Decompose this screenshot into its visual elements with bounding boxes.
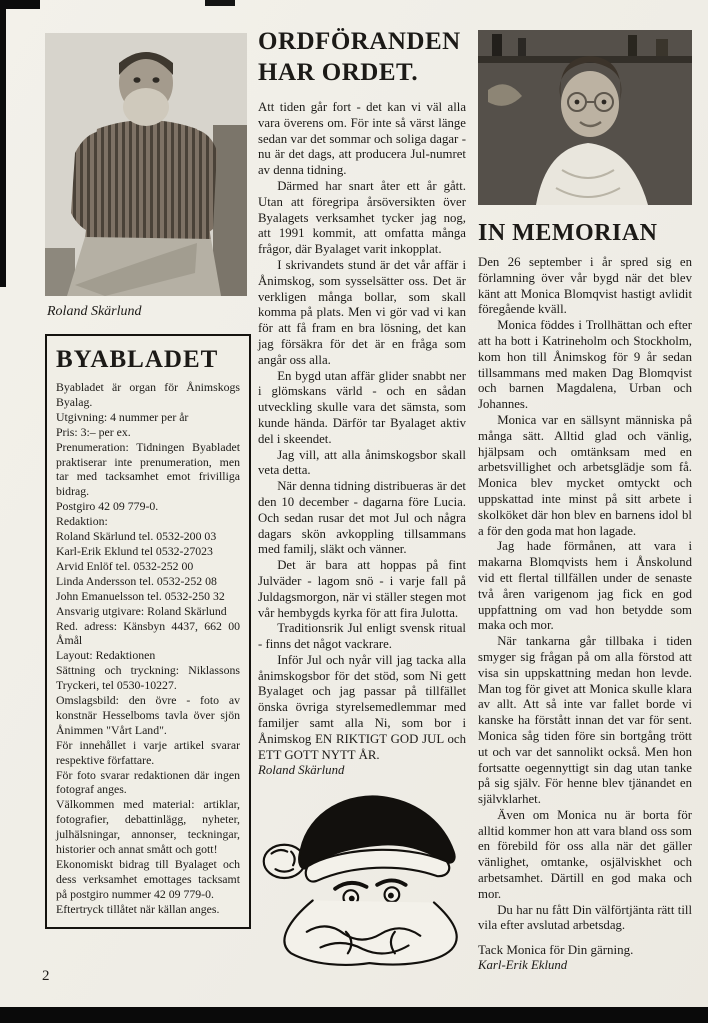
memorial-body: [478, 255, 692, 974]
infobox-line: Redaktion:: [56, 514, 108, 529]
santa-illustration: [252, 785, 477, 971]
article-paragraph: Jag hade förmånen, att vara i makarna Blomqvists hem i Ånskolund vid ett flertal tillfällen under de senaste två åren varigenom jag fick en god uppfattning om vad hon betydde som maka och mor.: [478, 539, 692, 633]
article-paragraph: Att tiden går fort - det kan vi väl alla vara överens om. För inte så värst länge sedan var det sommar och soliga dagar - nu är det dags, att producera Jul-numret av denna tidning.: [258, 100, 466, 178]
infobox-line: Välkommen med material: artiklar, fotografier, debattinlägg, nyheter, julhälsningar, annonser, teckningar, historier och annat smått och gott!: [56, 797, 240, 857]
infobox-line: Byabladet är organ för Ånimskogs Byalag.: [56, 380, 240, 409]
article-paragraph: Även om Monica nu är borta för alltid kommer hon att vara bland oss som en förebild för oss alla när det gäller vänlighet, omtanke, osjälviskhet och arbetsamhet. Därtill en god maka och mor.: [478, 807, 692, 901]
infobox-line: Arvid Enlöf tel. 0532-252 00: [56, 558, 194, 573]
infobox-line: Ekonomiskt bidrag till Byalaget och dess verksamhet emottages tacksamt på postgiro nummer 42 09 779-0.: [56, 857, 240, 901]
infobox-title: BYABLADET: [56, 346, 219, 373]
article-paragraph: En bygd utan affär glider snabbt ner i glömskans värld - och en sådan utveckling skulle vara det sämsta, som kunde hända. Därför tar Byalaget aktiv del i skeendet.: [258, 368, 466, 446]
infobox-line: John Emanuelsson tel. 0532-250 32: [56, 588, 225, 603]
page-number: 2: [42, 968, 50, 984]
article-title-line1: ORDFÖRANDEN: [258, 28, 461, 55]
byabladet-infobox: [45, 334, 251, 929]
article-paragraph: Monica föddes i Trollhättan och efter att ha bott i Katrineholm och Stockholm, kom hon till Ånimskog för 9 år sedan tillsammans med maken Dag Blomqvist och barnen Magdalena, Urban och Johannes.: [478, 318, 692, 412]
memorial-closing: Tack Monica för Din gärning.: [478, 942, 634, 958]
memorial-article: [478, 30, 692, 974]
article-paragraph: Monica var en sällsynt människa på många sätt. Alltid glad och vänlig, hjälpsam och omtänksam med en arbetsvillighet och arbetsglädje som få. Monica blev mycket omtyckt och uppskattad inte minst på sitt arbete i skolköket där hon blev en barnens idol bl a för den goda mat hon lagade.: [478, 412, 692, 538]
article-paragraph: Den 26 september i år spred sig en förlamning över vår bygd när det blev känt att Monica Blomqvist hastigt avlidit föregående kväll.: [478, 255, 692, 317]
infobox-line: Red. adress: Känsbyn 4437, 662 00 Åmål: [56, 618, 240, 648]
infobox-line: För foto svarar redaktionen där ingen fotograf anges.: [56, 767, 240, 797]
left-column: [45, 33, 251, 929]
scan-edge-artifact-bottom: [0, 1007, 708, 1023]
article-title-line2: HAR ORDET.: [258, 59, 419, 86]
infobox-line: För innehållet i varje artikel svarar respektive författare.: [56, 737, 240, 767]
chairman-article: [258, 26, 466, 971]
memorial-title: IN MEMORIAN: [478, 220, 658, 246]
infobox-line: Pris: 3:– per ex.: [56, 424, 131, 439]
article-paragraph: Det är bara att hoppas på fint Julväder - lagom snö - i varje fall på Juldagsmorgon, när vi ställer stegen mot vår hembygds kyrka för att fira Julotta.: [258, 558, 466, 620]
infobox-line: Utgivning: 4 nummer per år: [56, 409, 189, 424]
article-paragraph: Traditionsrik Jul enligt svensk ritual - finns det något vackrare.: [258, 621, 466, 652]
infobox-line: Karl-Erik Eklund tel 0532-27023: [56, 543, 213, 558]
infobox-line: Sättning och tryckning: Niklassons Tryckeri, tel 0530-10227.: [56, 663, 240, 693]
infobox-line: Eftertryck tillåtet när källan anges.: [56, 901, 220, 916]
scan-edge-artifact-left: [0, 0, 6, 287]
infobox-line: Postgiro 42 09 779-0.: [56, 499, 159, 514]
article-paragraph: Du har nu fått Din välförtjänta rätt till vila efter avslutad arbetsdag.: [478, 902, 692, 933]
article-body: [258, 100, 466, 779]
scan-edge-artifact-top-2: [205, 0, 235, 6]
memorial-signature: Karl-Erik Eklund: [478, 958, 568, 973]
scan-edge-artifact-top: [0, 0, 40, 9]
article-paragraph: Därmed har snart åter ett år gått. Utan att föregripa årsöversikten över Byalagets verksamhet tycker jag nog, att 1991 kommit, att omfatta många frågor, där Byalaget varit inkopplat.: [258, 178, 466, 257]
article-paragraph: När tankarna går tillbaka i tiden smyger sig frågan på om alla förstod att visa sin uppskattning medan hon levde. Man tog för givet att Monica skulle klara av allt. Att så inte var fallet borde vi kanske ha förstått innan det var för sent. Monica såg tiden före sin bortgång trött ut och var det sannolikt också. Men hon fortsatte oegennyttigt sin dag utan tanke på sig själv. För henne blev tjänandet en självklarhet.: [478, 634, 692, 807]
photo-caption: Roland Skärlund: [47, 304, 142, 319]
infobox-line: Prenumeration: Tidningen Byabladet praktiserar inte prenumeration, men tar med tacksamhet emot frivilliga bidrag.: [56, 439, 240, 499]
monica-blomqvist-photo: [478, 30, 692, 205]
roland-skarlund-photo: [45, 33, 251, 296]
article-paragraph: När denna tidning distribueras är det den 10 december - dagarna före Lucia. Och sedan rusar det mot Jul och några dagars skön avkoppling tillsammans med familj, släkt och vänner.: [258, 479, 466, 557]
article-title: [258, 26, 466, 88]
article-paragraph: Inför Jul och nyår vill jag tacka alla ånimskogsbor för det stöd, som Ni gett Byalaget och jag passar på tillfället önska övriga styrelsemedlemmar med familjer samt alla Ni, som bor i Ånimskog EN RIKTIGT GOD JUL och ETT GOTT NYTT ÅR.: [258, 652, 466, 762]
infobox-line: Layout: Redaktionen: [56, 648, 156, 663]
article-paragraph: Jag vill, att alla ånimskogsbor skall veta detta.: [258, 447, 466, 478]
infobox-line: Omslagsbild: den övre - foto av konstnär Hesselboms tavla över sjön Ånimmen "Vårt Land".: [56, 693, 240, 737]
article-paragraph: I skrivandets stund är det vår affär i Ånimskog, som sysselsätter oss. Det är verkligen många bollar, som skall komma på plats. Men vi gör vad vi kan för att få fram en bra lösning, det kan jag försäkra för det är en fråga som angår oss alla.: [258, 257, 466, 367]
infobox-line: Roland Skärlund tel. 0532-200 03: [56, 529, 217, 544]
article-signature: Roland Skärlund: [258, 763, 345, 778]
infobox-line: Linda Andersson tel. 0532-252 08: [56, 573, 217, 588]
infobox-line: Ansvarig utgivare: Roland Skärlund: [56, 603, 227, 618]
